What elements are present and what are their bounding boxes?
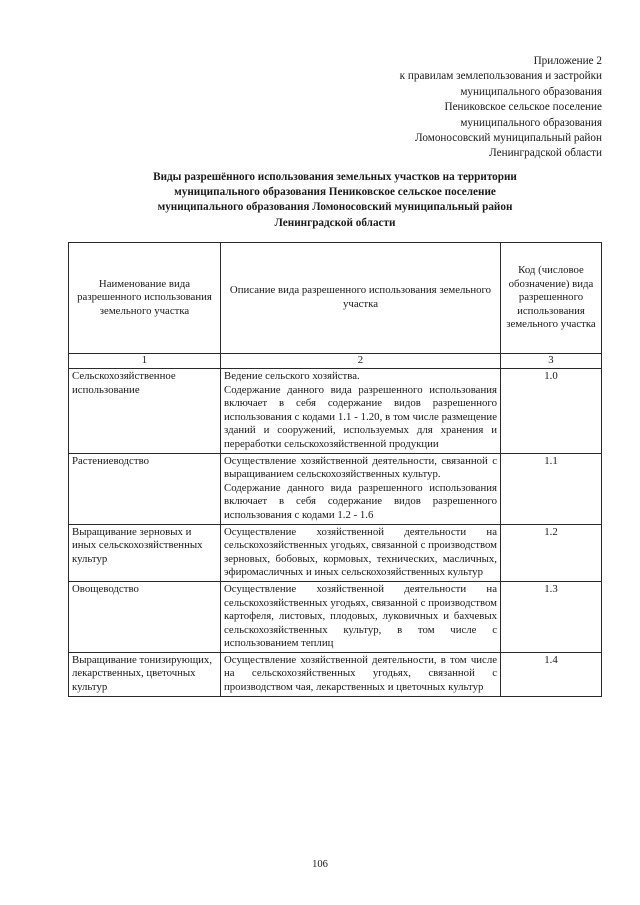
use-name: Выращивание тонизирующих, лекарственных, цветочных культур [69,652,221,696]
header-description: Описание вида разрешенного использования земельного участка [221,243,501,354]
use-name: Растениеводство [69,453,221,524]
description-paragraph: Содержание данного вида разрешенного использования включает в себя содержание видов разрешенного использования с кодами 1.1 - 1.20, в том числе размещение зданий и сооружений, используемых для хранения и переработки сельскохозяйственной продукции [224,383,497,450]
title-line: Ленинградской области [274,216,396,229]
appendix-line: Ломоносовский муниципальный район [415,132,602,145]
table-row [69,369,602,454]
table-row [69,453,602,524]
title-line: муниципального образования Ломоносовский муниципальный район [157,201,513,214]
description-paragraph: Осуществление хозяйственной деятельности, связанной с выращиванием сельскохозяйственных культур. [224,454,497,481]
description-paragraph: Ведение сельского хозяйства. [224,370,360,382]
use-code: 1.1 [501,453,602,524]
appendix-note [282,54,602,162]
use-description [221,369,501,454]
appendix-line: Приложение 2 [533,55,602,67]
use-name: Выращивание зерновых и иных сельскохозяйственных культур [69,524,221,581]
use-description [221,524,501,581]
page-number: 106 [312,859,328,870]
use-name: Овощеводство [69,581,221,652]
appendix-line: к правилам землепользования и застройки [399,70,602,83]
use-description [221,453,501,524]
use-code: 1.4 [501,652,602,696]
header-code: Код (числовое обозначение) вида разрешенного использования земельного участка [501,243,602,354]
title-line: муниципального образования Пениковское сельское поселение [174,186,496,199]
table-row [69,581,602,652]
use-code: 1.2 [501,524,602,581]
appendix-line: Ленинградской области [489,147,602,160]
column-number: 2 [221,354,501,369]
description-paragraph: Осуществление хозяйственной деятельности на сельскохозяйственных угодьях, связанной с производством картофеля, листовых, плодовых, луковичных и бахчевых сельскохозяйственных культур, в том числе с использованием теплиц [224,582,497,650]
appendix-line: Пениковское сельское поселение [444,101,602,114]
column-number: 1 [69,354,221,369]
header-name: Наименование вида разрешенного использования земельного участка [69,243,221,354]
appendix-line: муниципального образования [460,85,602,98]
use-code: 1.0 [501,369,602,454]
table-header-row [69,243,602,354]
land-use-table [68,242,602,697]
title-line: Виды разрешённого использования земельных участков на территории [153,171,517,183]
table-row [69,652,602,696]
description-paragraph: Осуществление хозяйственной деятельности, в том числе на сельскохозяйственных угодьях, связанной с производством чая, лекарственных и цветочных культур [224,653,497,694]
column-number: 3 [501,354,602,369]
appendix-line: муниципального образования [460,116,602,129]
use-name: Сельскохозяйственное использование [69,369,221,454]
description-paragraph: Осуществление хозяйственной деятельности на сельскохозяйственных угодьях, связанной с производством зерновых, бобовых, кормовых, технических, масличных, эфиромасличных и иных сельскохозяйственных культур [224,525,497,579]
document-title [86,170,584,231]
description-paragraph: Содержание данного вида разрешенного использования включает в себя содержание видов разрешенного использования с кодами 1.2 - 1.6 [224,481,497,521]
use-description [221,652,501,696]
column-number-row [69,354,602,369]
use-code: 1.3 [501,581,602,652]
use-description [221,581,501,652]
table-row [69,524,602,581]
